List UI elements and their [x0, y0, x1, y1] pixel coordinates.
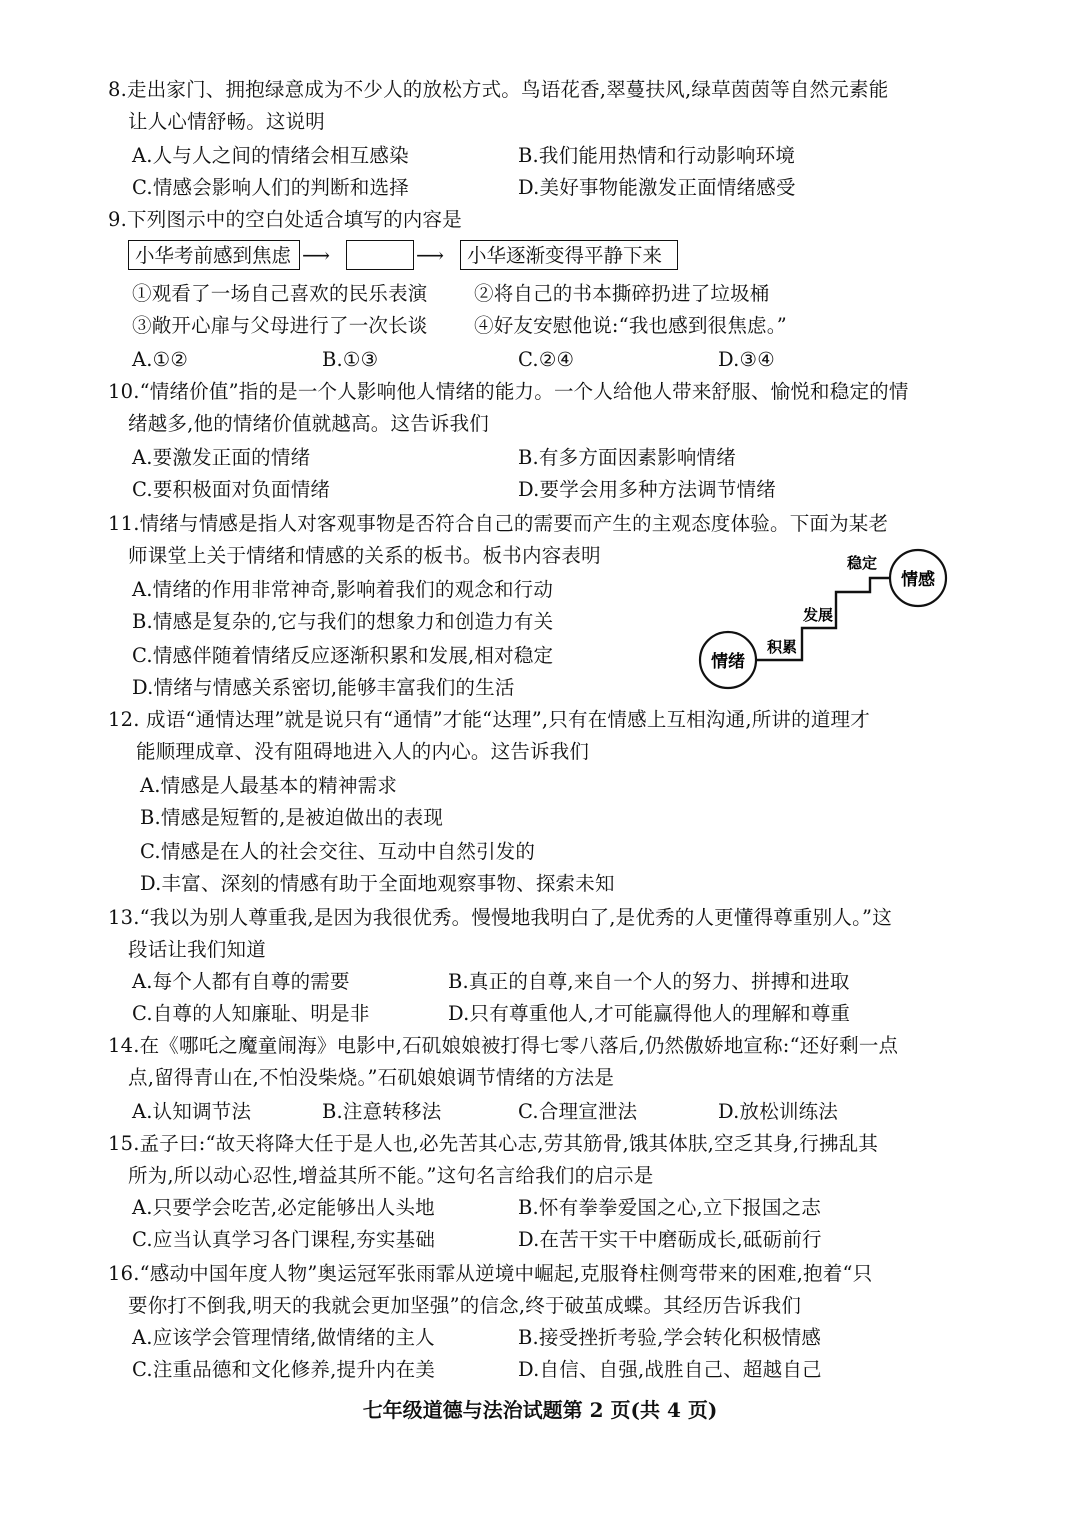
q9-item-4: ④好友安慰他说:“我也感到很焦虑。” [474, 314, 787, 337]
q14-stem-line1: 14.在《哪吒之魔童闹海》电影中,石矶娘娘被打得七零八落后,仍然傲娇地宣称:“还好剩一点 [108, 1034, 899, 1057]
q12-option-d: D.丰富、深刻的情感有助于全面地观察事物、探索未知 [140, 872, 615, 895]
q10-stem-line2: 绪越多,他的情绪价值就越高。这告诉我们 [128, 412, 489, 435]
q14-option-b: B.注意转移法 [322, 1100, 442, 1123]
diagram-end-label: 情感 [901, 570, 935, 590]
q9-flow-arrow-1: ⟶ [302, 244, 330, 267]
q9-option-a: A.①② [132, 348, 189, 371]
q10-option-b: B.有多方面因素影响情绪 [518, 446, 736, 469]
q12-option-b: B.情感是短暂的,是被迫做出的表现 [140, 806, 444, 829]
q15-option-a: A.只要学会吃苦,必定能够出人头地 [132, 1196, 435, 1219]
q8-option-c: C.情感会影响人们的判断和选择 [132, 176, 409, 199]
q10-option-a: A.要激发正面的情绪 [132, 446, 311, 469]
diagram-start-label: 情绪 [711, 652, 745, 672]
q16-option-c: C.注重品德和文化修养,提升内在美 [132, 1358, 436, 1381]
q8-stem-line2: 让人心情舒畅。这说明 [128, 110, 326, 133]
q12-option-a: A.情感是人最基本的精神需求 [140, 774, 398, 797]
q11-option-d: D.情绪与情感关系密切,能够丰富我们的生活 [132, 676, 515, 699]
q8-option-d: D.美好事物能激发正面情绪感受 [518, 176, 796, 199]
diagram-step3-label: 稳定 [846, 554, 878, 572]
q16-option-a: A.应该学会管理情绪,做情绪的主人 [132, 1326, 435, 1349]
q11-blackboard-diagram [690, 540, 960, 700]
q12-option-c: C.情感是在人的社会交往、互动中自然引发的 [140, 840, 536, 863]
q9-item-2: ②将自己的书本撕碎扔进了垃圾桶 [474, 282, 770, 305]
q14-option-d: D.放松训练法 [718, 1100, 839, 1123]
q9-flow-box-end: 小华逐渐变得平静下来 [460, 240, 678, 270]
q13-option-d: D.只有尊重他人,才可能赢得他人的理解和尊重 [448, 1002, 851, 1025]
q15-option-c: C.应当认真学习各门课程,夯实基础 [132, 1228, 436, 1251]
q12-stem-line2: 能顺理成章、没有阻碍地进入人的内心。这告诉我们 [136, 740, 590, 763]
q9-stem-line1: 9.下列图示中的空白处适合填写的内容是 [108, 208, 462, 231]
q10-option-c: C.要积极面对负面情绪 [132, 478, 331, 501]
q15-stem-line1: 15.孟子曰:“故天将降大任于是人也,必先苦其心志,劳其筋骨,饿其体肤,空乏其身,行拂乱其 [108, 1132, 879, 1155]
q16-option-b: B.接受挫折考验,学会转化积极情感 [518, 1326, 822, 1349]
q15-stem-line2: 所为,所以动心忍性,增益其所不能。”这句名言给我们的启示是 [128, 1164, 654, 1187]
q9-item-3: ③敞开心扉与父母进行了一次长谈 [132, 314, 428, 337]
q13-stem-line2: 段话让我们知道 [128, 938, 266, 961]
q16-option-d: D.自信、自强,战胜自己、超越自己 [518, 1358, 822, 1381]
diagram-step2-label: 发展 [802, 606, 834, 624]
q14-stem-line2: 点,留得青山在,不怕没柴烧。”石矶娘娘调节情绪的方法是 [128, 1066, 615, 1089]
q9-flow-box-start: 小华考前感到焦虑 [128, 240, 300, 270]
q13-option-c: C.自尊的人知廉耻、明是非 [132, 1002, 370, 1025]
q10-option-d: D.要学会用多种方法调节情绪 [518, 478, 776, 501]
q11-stem-line2: 师课堂上关于情绪和情感的关系的板书。板书内容表明 [128, 544, 601, 567]
diagram-step1-label: 积累 [766, 638, 798, 656]
q10-stem-line1: 10.“情绪价值”指的是一个人影响他人情绪的能力。一个人给他人带来舒服、愉悦和稳定的情 [108, 380, 909, 403]
q9-flow-box-blank [346, 240, 414, 270]
q11-option-c: C.情感伴随着情绪反应逐渐积累和发展,相对稳定 [132, 644, 554, 667]
q9-option-b: B.①③ [322, 348, 379, 371]
q16-stem-line2: 要你打不倒我,明天的我就会更加坚强”的信念,终于破茧成蝶。其经历告诉我们 [128, 1294, 802, 1317]
page-footer: 七年级道德与法治试题第 2 页(共 4 页) [362, 1398, 718, 1422]
q14-option-c: C.合理宣泄法 [518, 1100, 638, 1123]
q8-option-a: A.人与人之间的情绪会相互感染 [132, 144, 409, 167]
q11-option-a: A.情绪的作用非常神奇,影响着我们的观念和行动 [132, 578, 554, 601]
q8-option-b: B.我们能用热情和行动影响环境 [518, 144, 796, 167]
q11-option-b: B.情感是复杂的,它与我们的想象力和创造力有关 [132, 610, 554, 633]
q13-option-b: B.真正的自尊,来自一个人的努力、拼搏和进取 [448, 970, 850, 993]
q16-stem-line1: 16.“感动中国年度人物”奥运冠军张雨霏从逆境中崛起,克服脊柱侧弯带来的困难,抱着“只 [108, 1262, 873, 1285]
q9-option-d: D.③④ [718, 348, 775, 371]
q9-item-1: ①观看了一场自己喜欢的民乐表演 [132, 282, 428, 305]
q8-stem-line1: 8.走出家门、拥抱绿意成为不少人的放松方式。鸟语花香,翠蔓扶风,绿草茵茵等自然元素能 [108, 78, 889, 101]
q11-stem-line1: 11.情绪与情感是指人对客观事物是否符合自己的需要而产生的主观态度体验。下面为某老 [108, 512, 889, 535]
q15-option-b: B.怀有拳拳爱国之心,立下报国之志 [518, 1196, 822, 1219]
q12-stem-line1: 12. 成语“通情达理”就是说只有“通情”才能“达理”,只有在情感上互相沟通,所讲的道理才 [108, 708, 870, 731]
q9-flow-arrow-2: ⟶ [416, 244, 444, 267]
q14-option-a: A.认知调节法 [132, 1100, 252, 1123]
q13-option-a: A.每个人都有自尊的需要 [132, 970, 350, 993]
q9-option-c: C.②④ [518, 348, 575, 371]
q15-option-d: D.在苦干实干中磨砺成长,砥砺前行 [518, 1228, 822, 1251]
q13-stem-line1: 13.“我以为别人尊重我,是因为我很优秀。慢慢地我明白了,是优秀的人更懂得尊重别人。”这 [108, 906, 892, 929]
